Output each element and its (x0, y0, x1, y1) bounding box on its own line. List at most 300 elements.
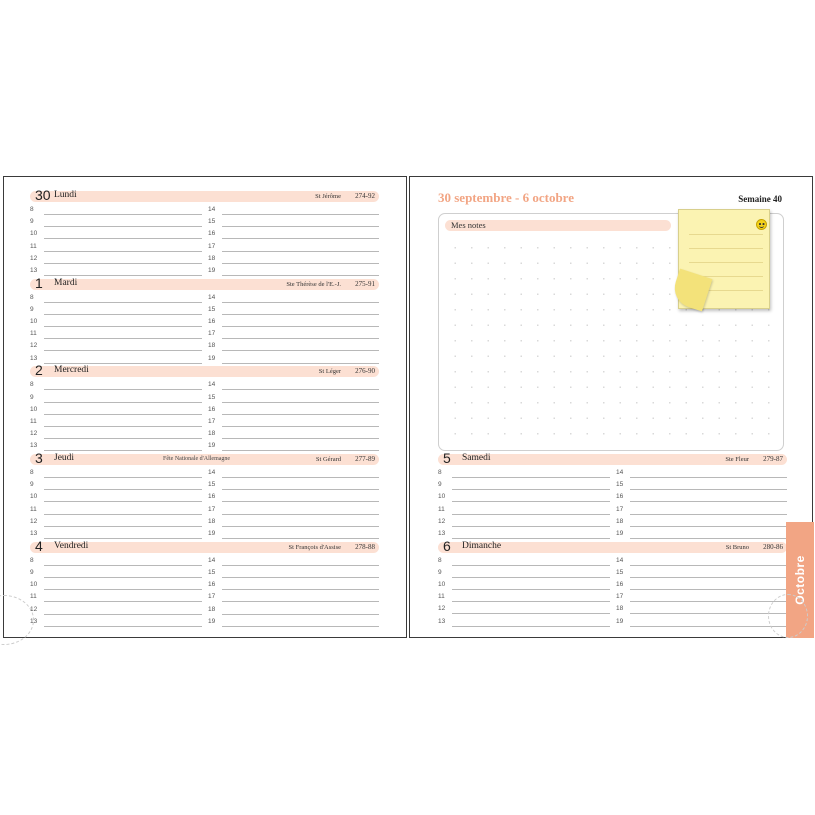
writing-rule (44, 489, 202, 490)
hour-line[interactable] (208, 354, 379, 366)
writing-rule (44, 214, 202, 215)
writing-rule (222, 601, 379, 602)
hour-label: 19 (208, 267, 216, 274)
writing-rule (222, 501, 379, 502)
hour-line[interactable] (208, 580, 379, 592)
writing-rule (222, 314, 379, 315)
writing-rule (44, 363, 202, 364)
hour-line[interactable] (438, 505, 610, 517)
hour-label: 17 (616, 593, 624, 601)
hour-line[interactable] (30, 468, 202, 480)
day-number: 30 (35, 187, 51, 203)
writing-rule (630, 565, 787, 566)
hour-line[interactable] (30, 393, 202, 405)
saint-name: Ste Fleur (725, 456, 749, 463)
writing-rule (222, 251, 379, 252)
writing-rule (452, 589, 610, 590)
hour-line[interactable] (208, 517, 379, 529)
writing-rule (44, 626, 202, 627)
hour-label: 18 (616, 517, 624, 525)
writing-rule (222, 226, 379, 227)
hour-label: 18 (616, 605, 624, 613)
writing-rule (452, 489, 610, 490)
writing-rule (630, 489, 787, 490)
hour-label: 12 (30, 342, 38, 350)
hour-label: 9 (438, 568, 442, 576)
hour-line[interactable] (208, 556, 379, 568)
hour-label: 14 (208, 381, 216, 389)
hour-label: 16 (208, 318, 216, 326)
hour-label: 14 (208, 556, 216, 564)
writing-rule (222, 489, 379, 490)
writing-rule (222, 438, 379, 439)
hour-line[interactable] (208, 441, 379, 453)
hour-label: 19 (208, 354, 216, 362)
hour-label: 9 (30, 393, 34, 401)
day-number: 1 (35, 274, 43, 291)
writing-rule (44, 426, 202, 427)
left-page (3, 176, 407, 638)
day-count: 279-87 (763, 455, 783, 463)
hour-label: 17 (208, 330, 216, 338)
hour-line[interactable] (616, 580, 787, 592)
writing-rule (630, 601, 787, 602)
writing-rule (452, 526, 610, 527)
hour-line[interactable] (438, 580, 610, 592)
writing-rule (44, 614, 202, 615)
hour-label: 18 (208, 605, 216, 613)
writing-rule (452, 626, 610, 627)
hour-label: 11 (30, 330, 37, 338)
hour-line[interactable] (438, 604, 610, 616)
hour-label: 8 (30, 556, 34, 564)
writing-rule (44, 350, 202, 351)
hour-line[interactable] (208, 317, 379, 329)
hour-label: 15 (616, 481, 624, 489)
writing-rule (222, 275, 379, 276)
hour-line[interactable] (208, 568, 379, 580)
hour-label: 16 (208, 581, 216, 589)
sticky-line (689, 262, 763, 263)
hour-line[interactable] (208, 266, 379, 278)
day-header (438, 537, 787, 554)
hour-line[interactable] (208, 592, 379, 604)
sticky-note-icon (678, 209, 770, 309)
writing-rule (222, 450, 379, 451)
hour-label: 12 (30, 517, 38, 525)
writing-rule (44, 226, 202, 227)
hour-line[interactable] (30, 480, 202, 492)
day-header (30, 274, 379, 291)
day-count: 280-86 (763, 542, 783, 551)
writing-rule (44, 565, 202, 566)
hour-label: 9 (30, 305, 34, 313)
day-name: Mercredi (54, 365, 89, 376)
hour-line[interactable] (616, 617, 787, 629)
writing-rule (452, 601, 610, 602)
writing-rule (630, 626, 787, 627)
hour-label: 14 (616, 469, 624, 476)
hour-line[interactable] (208, 468, 379, 480)
hour-label: 11 (30, 242, 37, 250)
writing-rule (44, 526, 202, 527)
hour-line[interactable] (30, 217, 202, 229)
hour-line[interactable] (30, 266, 202, 278)
writing-rule (452, 565, 610, 566)
writing-rule (222, 238, 379, 239)
writing-rule (222, 565, 379, 566)
hour-label: 14 (616, 556, 624, 564)
hour-line[interactable] (208, 293, 379, 305)
writing-rule (222, 626, 379, 627)
saint-name: St Gérard (315, 456, 341, 464)
writing-rule (630, 577, 787, 578)
hour-line[interactable] (30, 517, 202, 529)
smiley-pin-icon (756, 219, 767, 230)
hour-line[interactable] (30, 380, 202, 392)
writing-rule (44, 326, 202, 327)
saint-name: St Bruno (725, 543, 749, 551)
hour-line[interactable] (616, 480, 787, 492)
hour-label: 13 (30, 530, 38, 538)
day-name: Mardi (54, 277, 78, 288)
writing-rule (44, 251, 202, 252)
writing-rule (452, 538, 610, 539)
writing-rule (44, 577, 202, 578)
hour-label: 8 (438, 469, 442, 476)
writing-rule (452, 501, 610, 502)
writing-rule (222, 363, 379, 364)
hour-label: 18 (208, 517, 216, 525)
hour-line[interactable] (208, 492, 379, 504)
hour-line[interactable] (30, 441, 202, 453)
hour-line[interactable] (208, 242, 379, 254)
hour-label: 17 (208, 505, 216, 513)
hour-label: 12 (30, 430, 38, 438)
day-name: Jeudi (54, 453, 75, 464)
hour-line[interactable] (30, 429, 202, 441)
hour-label: 10 (30, 493, 38, 501)
day-name: Vendredi (54, 540, 89, 551)
day-count: 276-90 (355, 367, 375, 376)
hour-label: 11 (438, 505, 445, 513)
hour-label: 12 (438, 517, 446, 525)
hour-label: 9 (438, 481, 442, 489)
hour-line[interactable] (438, 617, 610, 629)
day-header (30, 362, 379, 379)
day-number: 4 (35, 537, 43, 554)
writing-rule (44, 589, 202, 590)
writing-rule (630, 613, 787, 614)
week-title: 30 septembre - 6 octobre (438, 190, 574, 205)
hour-line[interactable] (438, 468, 610, 480)
writing-rule (630, 514, 787, 515)
hour-label: 12 (30, 254, 38, 262)
writing-rule (44, 538, 202, 539)
hour-label: 18 (208, 430, 216, 438)
day-name: Lundi (54, 190, 77, 200)
month-tab-label: Octobre (793, 555, 807, 605)
hour-line[interactable] (30, 505, 202, 517)
notes-header (445, 220, 671, 231)
day-header (30, 537, 379, 554)
hour-label: 8 (438, 556, 442, 564)
day-header (438, 450, 787, 466)
hour-label: 11 (30, 505, 37, 513)
saint-name: St Léger (318, 368, 341, 376)
writing-rule (44, 238, 202, 239)
decorative-arc-left (0, 595, 34, 645)
hour-label: 10 (30, 230, 38, 238)
hour-line[interactable] (438, 480, 610, 492)
decorative-arc-right (768, 594, 808, 638)
sticky-line (689, 248, 763, 249)
hour-label: 16 (208, 230, 216, 238)
hour-label: 10 (438, 493, 446, 501)
hour-label: 12 (30, 605, 38, 613)
hour-line[interactable] (208, 254, 379, 266)
writing-rule (222, 350, 379, 351)
hour-line[interactable] (30, 329, 202, 341)
hour-label: 13 (438, 530, 446, 537)
hour-line[interactable] (208, 341, 379, 353)
day-number: 6 (443, 537, 451, 554)
hour-label: 8 (30, 469, 34, 477)
hour-line[interactable] (30, 354, 202, 366)
hour-line[interactable] (208, 429, 379, 441)
hour-label: 15 (208, 393, 216, 401)
writing-rule (630, 526, 787, 527)
hour-label: 19 (208, 442, 216, 450)
writing-rule (222, 389, 379, 390)
hour-label: 16 (616, 493, 624, 501)
hour-label: 19 (208, 530, 216, 538)
hour-line[interactable] (30, 417, 202, 429)
holiday-label: Fête Nationale d'Allemagne (163, 456, 231, 463)
hour-label: 19 (616, 530, 624, 537)
hour-line[interactable] (208, 217, 379, 229)
saint-name: St Jérôme (315, 193, 341, 200)
hour-line[interactable] (208, 205, 379, 217)
writing-rule (222, 514, 379, 515)
hour-label: 14 (208, 469, 216, 477)
hour-line[interactable] (616, 468, 787, 480)
week-number: Semaine 40 (738, 194, 782, 204)
hour-line[interactable] (30, 305, 202, 317)
hour-line[interactable] (438, 592, 610, 604)
writing-rule (222, 402, 379, 403)
day-count: 277-89 (355, 455, 375, 464)
writing-rule (630, 538, 787, 539)
hour-label: 11 (30, 593, 37, 601)
writing-rule (452, 577, 610, 578)
hour-label: 15 (208, 568, 216, 576)
hour-line[interactable] (208, 329, 379, 341)
writing-rule (44, 477, 202, 478)
day-number: 3 (35, 450, 43, 467)
hour-label: 13 (438, 617, 446, 625)
hour-line[interactable] (30, 317, 202, 329)
writing-rule (222, 614, 379, 615)
hour-line[interactable] (30, 492, 202, 504)
hour-line[interactable] (616, 517, 787, 529)
hour-line[interactable] (30, 405, 202, 417)
writing-rule (44, 389, 202, 390)
writing-rule (222, 338, 379, 339)
hour-label: 15 (208, 218, 216, 226)
writing-rule (44, 601, 202, 602)
hour-label: 17 (616, 505, 624, 513)
hour-label: 17 (208, 593, 216, 601)
hour-line[interactable] (616, 505, 787, 517)
hour-label: 13 (30, 267, 38, 274)
hour-label: 16 (208, 493, 216, 501)
writing-rule (222, 214, 379, 215)
right-page (409, 176, 813, 638)
hour-line[interactable] (208, 405, 379, 417)
hour-label: 8 (30, 206, 34, 213)
hour-line[interactable] (30, 229, 202, 241)
writing-rule (44, 438, 202, 439)
hour-line[interactable] (438, 517, 610, 529)
writing-rule (222, 414, 379, 415)
hour-label: 10 (30, 405, 38, 413)
hour-line[interactable] (616, 529, 787, 541)
day-header (30, 187, 379, 203)
hour-line[interactable] (30, 254, 202, 266)
writing-rule (452, 514, 610, 515)
hour-label: 11 (438, 593, 445, 601)
hour-label: 10 (30, 581, 38, 589)
hour-line[interactable] (30, 617, 202, 629)
writing-rule (222, 577, 379, 578)
hour-line[interactable] (208, 505, 379, 517)
day-name: Samedi (462, 453, 491, 463)
saint-name: St François d'Assise (288, 543, 341, 551)
hour-line[interactable] (30, 592, 202, 604)
hour-label: 15 (208, 481, 216, 489)
saint-name: Ste Thérèse de l'E.-J. (286, 280, 341, 288)
hour-label: 10 (30, 318, 38, 326)
hour-label: 9 (30, 568, 34, 576)
hour-label: 14 (208, 206, 216, 213)
writing-rule (452, 613, 610, 614)
hour-label: 13 (30, 354, 38, 362)
hour-line[interactable] (208, 605, 379, 617)
hour-line[interactable] (208, 305, 379, 317)
writing-rule (44, 314, 202, 315)
hour-label: 14 (208, 293, 216, 301)
hour-line[interactable] (616, 568, 787, 580)
writing-rule (44, 414, 202, 415)
hour-line[interactable] (438, 529, 610, 541)
day-number: 2 (35, 362, 43, 379)
hour-label: 9 (30, 218, 34, 226)
writing-rule (44, 501, 202, 502)
hour-line[interactable] (208, 480, 379, 492)
writing-rule (44, 402, 202, 403)
writing-rule (44, 263, 202, 264)
day-count: 274-92 (355, 192, 375, 200)
writing-rule (452, 477, 610, 478)
hour-label: 15 (208, 305, 216, 313)
hour-line[interactable] (208, 380, 379, 392)
writing-rule (222, 326, 379, 327)
hour-line[interactable] (30, 242, 202, 254)
hour-label: 18 (208, 254, 216, 262)
hour-line[interactable] (30, 205, 202, 217)
writing-rule (630, 477, 787, 478)
hour-line[interactable] (208, 617, 379, 629)
hour-line[interactable] (208, 229, 379, 241)
writing-rule (222, 538, 379, 539)
hour-line[interactable] (438, 492, 610, 504)
hour-line[interactable] (30, 341, 202, 353)
hour-line[interactable] (208, 417, 379, 429)
hour-label: 19 (208, 617, 216, 625)
hour-line[interactable] (438, 568, 610, 580)
hour-label: 11 (30, 417, 37, 425)
writing-rule (222, 477, 379, 478)
hour-label: 15 (616, 568, 624, 576)
hour-line[interactable] (30, 529, 202, 541)
hour-label: 16 (616, 581, 624, 589)
hour-line[interactable] (208, 393, 379, 405)
hour-line[interactable] (616, 492, 787, 504)
hour-label: 12 (438, 605, 446, 613)
writing-rule (44, 514, 202, 515)
day-count: 275-91 (355, 279, 375, 288)
day-number: 5 (443, 450, 451, 466)
writing-rule (44, 302, 202, 303)
writing-rule (44, 450, 202, 451)
hour-line[interactable] (616, 592, 787, 604)
writing-rule (630, 589, 787, 590)
writing-rule (222, 526, 379, 527)
hour-line[interactable] (30, 605, 202, 617)
writing-rule (630, 501, 787, 502)
hour-label: 16 (208, 405, 216, 413)
hour-label: 13 (30, 442, 38, 450)
hour-line[interactable] (30, 580, 202, 592)
hour-label: 17 (208, 417, 216, 425)
sticky-line (689, 234, 763, 235)
hour-line[interactable] (30, 568, 202, 580)
hour-label: 13 (30, 617, 38, 625)
writing-rule (222, 589, 379, 590)
hour-label: 18 (208, 342, 216, 350)
notes-label: Mes notes (451, 220, 486, 230)
writing-rule (222, 263, 379, 264)
writing-rule (44, 338, 202, 339)
hour-label: 19 (616, 617, 624, 625)
writing-rule (222, 302, 379, 303)
hour-line[interactable] (438, 556, 610, 568)
hour-line[interactable] (30, 293, 202, 305)
writing-rule (222, 426, 379, 427)
hour-line[interactable] (30, 556, 202, 568)
hour-line[interactable] (616, 556, 787, 568)
day-count: 278-88 (355, 542, 375, 551)
writing-rule (44, 275, 202, 276)
hour-line[interactable] (616, 604, 787, 616)
hour-label: 8 (30, 293, 34, 301)
hour-label: 17 (208, 242, 216, 250)
day-name: Dimanche (462, 540, 502, 551)
day-header (30, 450, 379, 467)
hour-label: 9 (30, 481, 34, 489)
hour-line[interactable] (208, 529, 379, 541)
